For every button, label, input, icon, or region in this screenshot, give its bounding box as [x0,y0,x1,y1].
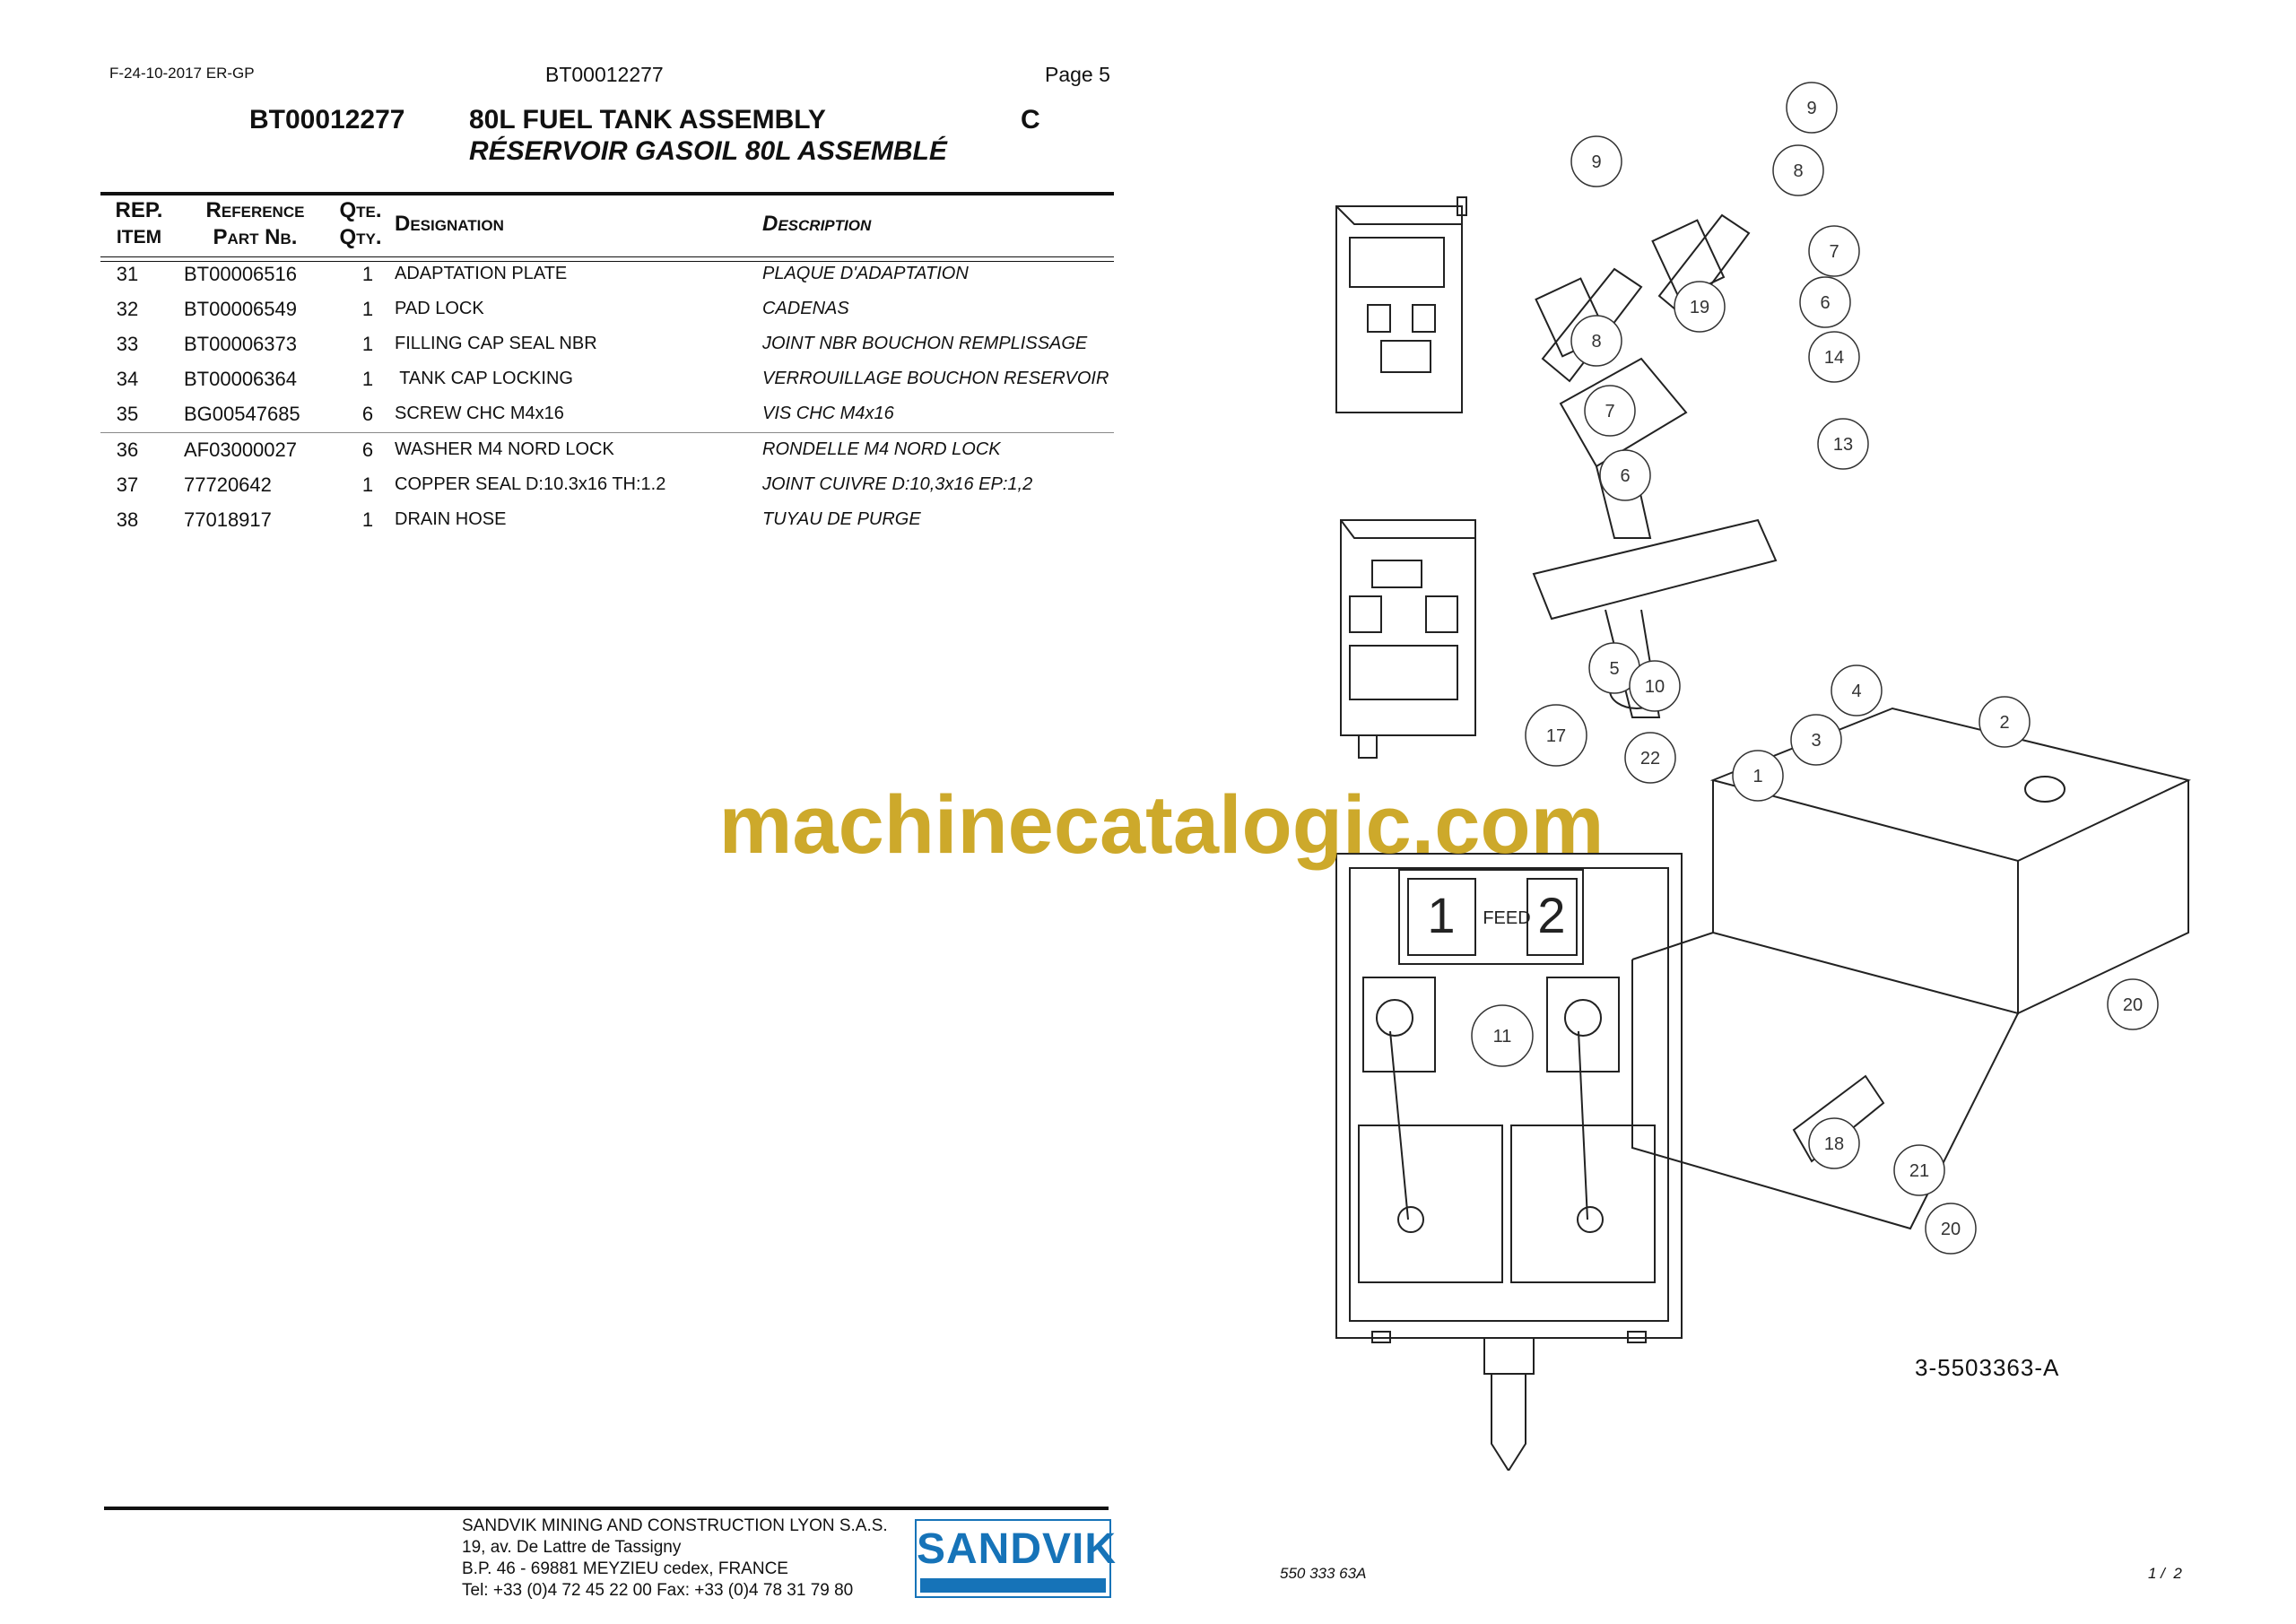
row-qty: 6 [361,439,374,461]
svg-text:2: 2 [1999,713,2010,733]
row-description: PLAQUE D'ADAPTATION [762,264,969,283]
svg-text:8: 8 [1591,332,1602,352]
row-description: JOINT NBR BOUCHON REMPLISSAGE [762,334,1088,353]
callout-2 [1979,697,2030,747]
svg-text:13: 13 [1832,435,1854,455]
sandvik-logo [915,1519,1118,1598]
company-street: 19, av. De Lattre de Tassigny [462,1538,682,1557]
table-row [0,467,1112,502]
svg-text:7: 7 [1829,242,1839,262]
assembly-name-fr: RÉSERVOIR GASOIL 80L ASSEMBLÉ [469,136,947,166]
row-designation: DRAIN HOSE [395,509,507,529]
svg-text:3: 3 [1811,731,1822,751]
row-rep: 34 [116,368,139,390]
doc-reference: 550 333 63A [1280,1565,1367,1582]
callout-13 [1818,419,1868,469]
row-designation: WASHER M4 NORD LOCK [395,439,614,459]
svg-text:22: 22 [1639,749,1661,769]
row-rep: 37 [116,473,139,496]
col-header-rep: REP. ITEM [115,198,163,248]
row-description: TUYAU DE PURGE [762,509,921,529]
row-rep: 36 [116,439,139,461]
panel-label-feed: FEED [1483,908,1531,928]
col-header-designation: Designation [395,212,504,236]
callout-14 [1809,332,1859,382]
sheet-number: 1 / 2 [2148,1565,2182,1582]
callout-6a [1800,277,1850,327]
row-qty: 1 [361,473,374,496]
revision-letter: C [1021,105,1040,135]
table-row [0,396,1112,431]
row-rep: 32 [116,298,139,320]
row-reference: AF03000027 [184,439,297,461]
callout-1 [1733,751,1783,801]
footer-rule [104,1507,1109,1510]
svg-text:21: 21 [1909,1161,1930,1181]
row-qty: 1 [361,333,374,355]
callout-21 [1926,1203,1976,1254]
row-designation: SCREW CHC M4x16 [395,404,564,423]
svg-text:18: 18 [1823,1134,1845,1154]
callout-9b [1787,83,1837,133]
company-phone: Tel: +33 (0)4 72 45 22 00 Fax: +33 (0)4 78 31 79 80 [462,1581,854,1600]
row-description: JOINT CUIVRE D:10,3x16 EP:1,2 [762,474,1033,494]
svg-text:14: 14 [1823,348,1845,368]
row-designation: COPPER SEAL D:10.3x16 TH:1.2 [395,474,666,494]
svg-text:4: 4 [1851,682,1862,701]
exploded-view-drawing [1238,72,2251,1471]
tank-front-view [1341,520,1475,758]
svg-text:7: 7 [1605,402,1615,421]
callout-11-12 [1472,1005,1533,1066]
watermark: machinecatalogic.com [718,779,1605,871]
callout-7b [1585,386,1635,436]
svg-text:1: 1 [1752,767,1763,786]
sandvik-logo-text: SANDVIK [917,1525,1118,1573]
row-description: RONDELLE M4 NORD LOCK [762,439,1001,459]
drawing-code: 3-5503363-A [1915,1354,2060,1381]
panel-label-1: 1 [1427,887,1456,943]
row-qty: 1 [361,508,374,531]
callout-17-12 [1526,705,1587,766]
col-header-description: Description [762,212,872,236]
row-rep: 33 [116,333,139,355]
row-rep: 31 [116,263,139,285]
company-name: SANDVIK MINING AND CONSTRUCTION LYON S.A.S. [462,1516,888,1535]
row-qty: 6 [361,403,374,425]
row-reference: BG00547685 [184,403,300,425]
assembly-name-en: 80L FUEL TANK ASSEMBLY [469,105,826,135]
callout-18 [1809,1118,1859,1168]
company-city: B.P. 46 - 69881 MEYZIEU cedex, FRANCE [462,1559,788,1578]
svg-text:5: 5 [1609,659,1620,679]
tank-top-view [1336,197,1466,413]
row-qty: 1 [361,298,374,320]
svg-text:19: 19 [1689,298,1710,317]
form-code: F-24-10-2017 ER-GP [109,65,255,82]
row-qty: 1 [361,368,374,390]
callout-19 [2108,979,2158,1029]
assembly-part-number: BT00012277 [249,105,405,135]
svg-text:8: 8 [1793,161,1804,181]
callout-7a [1809,226,1859,276]
callout-20 [1894,1145,1944,1195]
valve-assembly [1534,215,1776,717]
svg-text:6: 6 [1620,466,1631,486]
row-description: CADENAS [762,299,849,318]
svg-text:9: 9 [1591,152,1602,172]
row-designation: ADAPTATION PLATE [395,264,568,283]
svg-text:11: 11 [1492,1027,1512,1046]
company-address [462,1515,888,1602]
row-rep: 35 [116,403,139,425]
table-row [0,502,1112,537]
col-header-qty: Qte. Qty. [339,198,382,249]
row-rep: 38 [116,508,139,531]
row-reference: 77018917 [184,508,272,531]
callout-15 [1674,282,1725,332]
sandvik-logo-bar [920,1578,1106,1593]
callout-10 [1630,661,1680,711]
page-number: Page 5 [1045,63,1110,86]
row-designation: TANK CAP LOCKING [395,369,573,388]
row-reference: BT00006549 [184,298,297,320]
callout-3 [1791,715,1841,765]
callout-8a [1773,145,1823,195]
svg-text:10: 10 [1644,677,1665,697]
col-header-reference: Reference Part Nb. [205,198,305,249]
callout-22 [1625,733,1675,783]
row-designation: PAD LOCK [395,299,484,318]
svg-text:9: 9 [1806,99,1817,118]
row-reference: BT00006516 [184,263,297,285]
tank-panel-view [1336,854,1682,1471]
table-row [0,432,1112,467]
panel-label-2: 2 [1537,887,1566,943]
row-reference: 77720642 [184,473,272,496]
callout-6b [1600,450,1650,500]
table-top-rule [100,192,1114,195]
table-row [0,361,1112,396]
table-row [0,256,1112,291]
row-designation: FILLING CAP SEAL NBR [395,334,597,353]
svg-text:17: 17 [1545,726,1567,746]
row-qty: 1 [361,263,374,285]
callout-9a [1571,136,1622,187]
table-row [0,326,1112,361]
row-description: VIS CHC M4x16 [762,404,894,423]
header-doc-number: BT00012277 [545,63,664,86]
svg-text:6: 6 [1820,293,1831,313]
svg-text:20: 20 [1940,1220,1961,1239]
callout-8b [1571,316,1622,366]
row-reference: BT00006364 [184,368,297,390]
svg-text:20: 20 [2122,995,2144,1015]
table-row [0,291,1112,326]
row-reference: BT00006373 [184,333,297,355]
row-description: VERROUILLAGE BOUCHON RESERVOIR [762,369,1109,388]
callout-4 [1831,665,1882,716]
